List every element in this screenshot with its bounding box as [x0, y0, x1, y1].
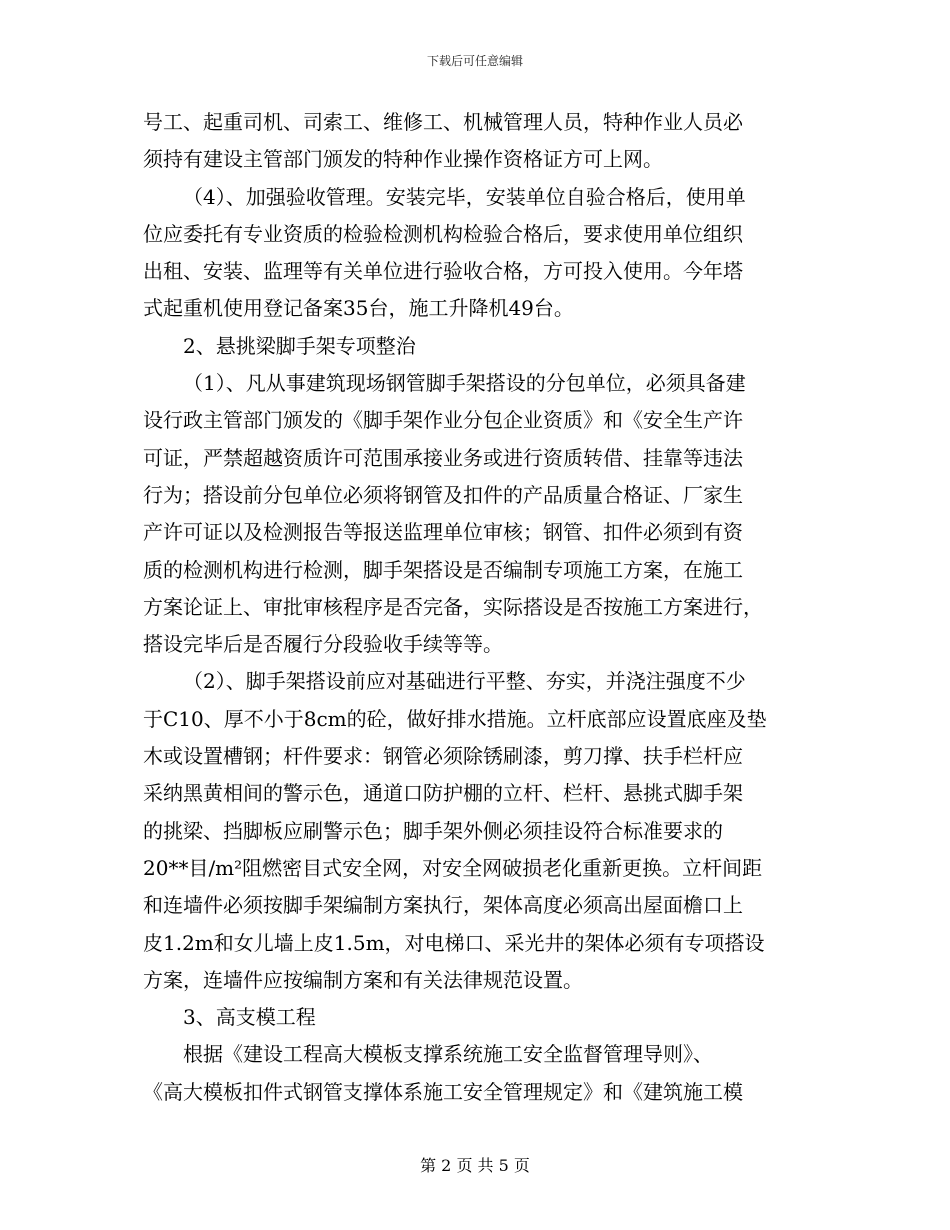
body-line: 产许可证以及检测报告等报送监理单位审核；钢管、扣件必须到有资 [143, 520, 743, 545]
section-heading-3: 3、高支模工程 [183, 1005, 316, 1030]
page-number-footer: 第 2 页 共 5 页 [420, 1156, 530, 1175]
section-heading-2: 2、悬挑梁脚手架专项整治 [183, 333, 416, 358]
body-line: 方案，连墙件应按编制方案和有关法律规范设置。 [143, 967, 583, 992]
body-line: 皮1.2m和女儿墙上皮1.5m，对电梯口、采光井的架体必须有专项搭设 [143, 930, 765, 955]
body-line: 质的检测机构进行检测，脚手架搭设是否编制专项施工方案，在施工 [143, 557, 743, 582]
body-line: 行为；搭设前分包单位必须将钢管及扣件的产品质量合格证、厂家生 [143, 482, 743, 507]
paragraph-start-line: （4）、加强验收管理。安装完毕，安装单位自验合格后，使用单 [183, 184, 746, 209]
body-line: 式起重机使用登记备案35台，施工升降机49台。 [143, 296, 574, 321]
body-line: 和连墙件必须按脚手架编制方案执行，架体高度必须高出屋面檐口上 [143, 893, 743, 918]
body-line: 须持有建设主管部门颁发的特种作业操作资格证方可上网。 [143, 147, 663, 172]
body-line: 方案论证上、审批审核程序是否完备，实际搭设是否按施工方案进行， [143, 594, 763, 619]
body-line: 出租、安装、监理等有关单位进行验收合格，方可投入使用。今年塔 [143, 259, 743, 284]
page-header-note: 下载后可任意编辑 [426, 54, 523, 68]
body-line: 搭设完毕后是否履行分段验收手续等等。 [143, 632, 503, 657]
body-line: 可证，严禁超越资质许可范围承接业务或进行资质转借、挂靠等违法 [143, 445, 743, 470]
body-line: 20**目/m²阻燃密目式安全网，对安全网破损老化重新更换。立杆间距 [143, 855, 763, 880]
body-line: 木或设置槽钢；杆件要求：钢管必须除锈刷漆，剪刀撑、扶手栏杆应 [143, 744, 743, 769]
body-line: 的挑梁、挡脚板应刷警示色；脚手架外侧必须挂设符合标准要求的 [143, 818, 723, 843]
body-line: 采纳黑黄相间的警示色，通道口防护棚的立杆、栏杆、悬挑式脚手架 [143, 781, 743, 806]
body-line: 《高大模板扣件式钢管支撑体系施工安全管理规定》和《建筑施工模 [143, 1079, 743, 1104]
paragraph-start-line: 根据《建设工程高大模板支撑系统施工安全监督管理导则》、 [183, 1042, 713, 1067]
body-line: 号工、起重司机、司索工、维修工、机械管理人员，特种作业人员必 [143, 110, 743, 134]
paragraph-start-line: （1）、凡从事建筑现场钢管脚手架搭设的分包单位，必须具备建 [183, 371, 746, 396]
body-line: 于C10、厚不小于8cm的砼，做好排水措施。立杆底部应设置底座及垫 [143, 706, 767, 731]
paragraph-start-line: （2）、脚手架搭设前应对基础进行平整、夯实，并浇注强度不少 [183, 669, 746, 694]
body-line: 设行政主管部门颁发的《脚手架作业分包企业资质》和《安全生产许 [143, 408, 743, 433]
document-body [143, 104, 813, 1111]
body-line: 位应委托有专业资质的检验检测机构检验合格后，要求使用单位组织 [143, 221, 743, 246]
